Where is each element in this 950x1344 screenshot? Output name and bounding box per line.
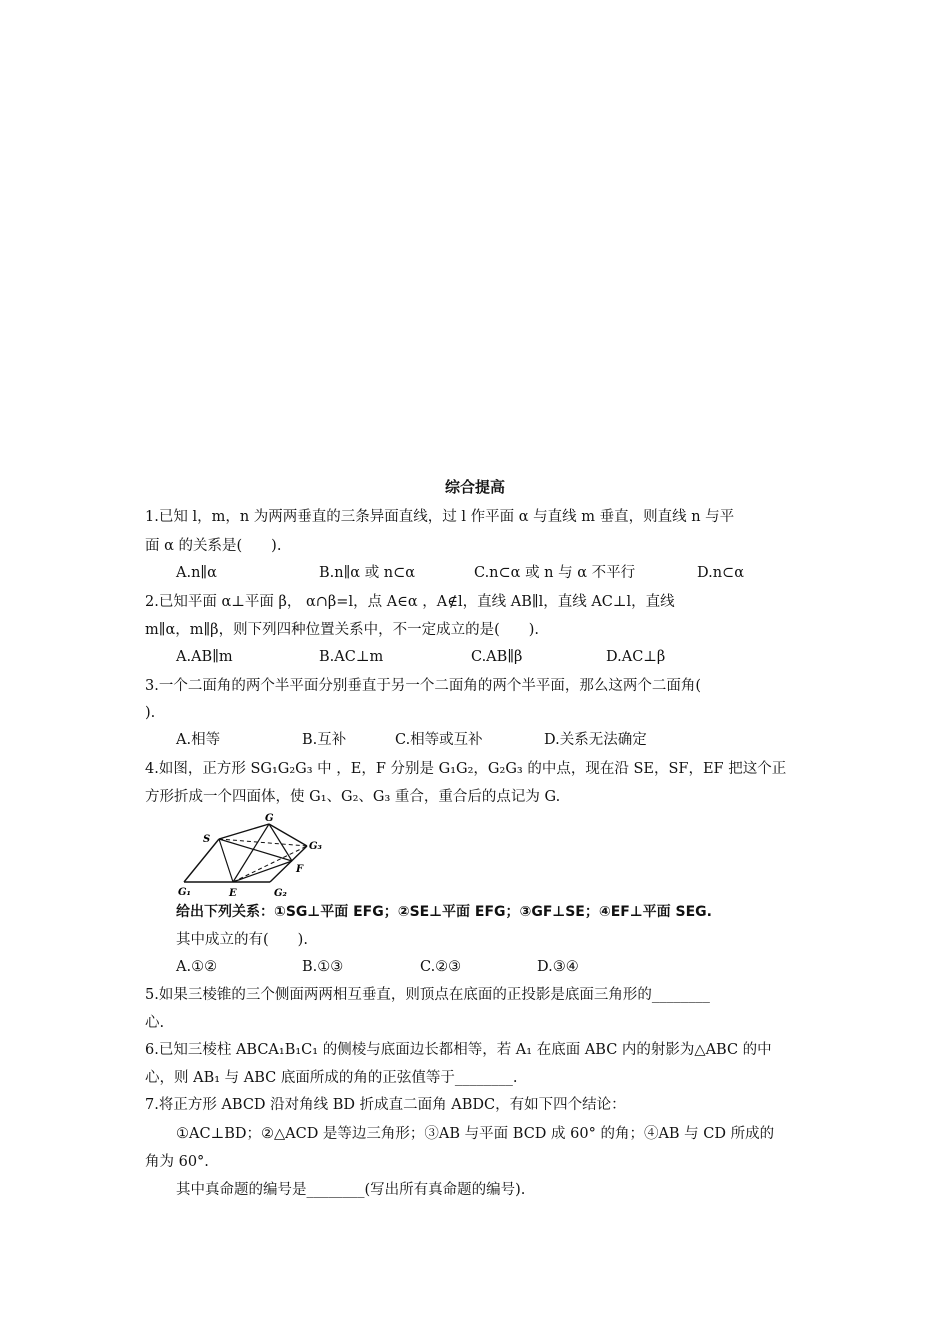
q3-line1: 3.一个二面角的两个半平面分别垂直于另一个二面角的两个半平面，那么这两个二面角( (145, 678, 701, 694)
section-title: 综合提高 (444, 478, 505, 496)
q4-line2: 方形折成一个四面体，使 G₁、G₂、G₃ 重合，重合后的点记为 G. (145, 789, 561, 805)
q1-option-d: D.n⊂α (697, 565, 744, 581)
q4-relations: 给出下列关系：①SG⊥平面 EFG；②SE⊥平面 EFG；③GF⊥SE；④EF⊥平面 SEG. (176, 904, 712, 920)
q3-option-c: C.相等或互补 (395, 732, 483, 748)
q2-option-b: B.AC⊥m (319, 649, 384, 665)
q2-option-c: C.AB∥β (471, 649, 523, 665)
folded-square-figure (170, 812, 335, 902)
q2-option-a: A.AB∥m (176, 649, 233, 665)
label-e: E (229, 888, 237, 899)
q4-ask: 其中成立的有( ). (176, 932, 308, 948)
q3-option-a: A.相等 (176, 732, 221, 748)
label-g: G (265, 813, 274, 824)
q4-option-a: A.①② (176, 959, 218, 975)
label-s: S (203, 834, 211, 845)
q6-line2: 心，则 AB₁ 与 ABC 底面所成的角的正弦值等于________. (145, 1070, 518, 1086)
q2-option-d: D.AC⊥β (606, 649, 666, 665)
q1-option-c: C.n⊂α 或 n 与 α 不平行 (474, 565, 636, 581)
q7-line2: ①AC⊥BD；②△ACD 是等边三角形；③AB 与平面 BCD 成 60° 的角；④AB 与 CD 所成的 (176, 1126, 775, 1142)
q1-line1: 1.已知 l，m，n 为两两垂直的三条异面直线，过 l 作平面 α 与直线 m 垂直，则直线 n 与平 (145, 509, 735, 525)
label-f: F (296, 864, 304, 875)
q3-option-d: D.关系无法确定 (544, 732, 647, 748)
q4-option-c: C.②③ (420, 959, 462, 975)
q4-option-b: B.①③ (302, 959, 344, 975)
label-g3: G₃ (309, 841, 322, 852)
q2-line2: m∥α，m∥β，则下列四种位置关系中，不一定成立的是( ). (145, 622, 539, 638)
label-g1: G₁ (178, 887, 191, 898)
q1-line2: 面 α 的关系是( ). (145, 538, 282, 554)
q1-option-a: A.n∥α (176, 565, 217, 581)
q5-line1: 5.如果三棱锥的三个侧面两两相互垂直，则顶点在底面的正投影是底面三角形的________ (145, 987, 710, 1003)
label-g2: G₂ (274, 888, 287, 899)
q5-line2: 心. (145, 1015, 165, 1031)
q1-option-b: B.n∥α 或 n⊂α (319, 565, 416, 581)
q7-line1: 7.将正方形 ABCD 沿对角线 BD 折成直二面角 ABDC，有如下四个结论： (145, 1097, 626, 1113)
q3-line2: ). (145, 705, 156, 721)
q6-line1: 6.已知三棱柱 ABCA₁B₁C₁ 的侧棱与底面边长都相等，若 A₁ 在底面 ABC 内的射影为△ABC 的中 (145, 1042, 772, 1058)
q7-line3: 角为 60°. (145, 1154, 209, 1170)
q4-line1: 4.如图，正方形 SG₁G₂G₃ 中 ，E，F 分别是 G₁G₂，G₂G₃ 的中点，现在沿 SE，SF，EF 把这个正 (145, 761, 787, 777)
q4-option-d: D.③④ (537, 959, 579, 975)
q2-line1: 2.已知平面 α⊥平面 β， α∩β=l，点 A∈α ，A∉l，直线 AB∥l，直线 AC⊥l，直线 (145, 594, 675, 610)
q7-line4: 其中真命题的编号是________(写出所有真命题的编号). (176, 1182, 526, 1198)
q3-option-b: B.互补 (302, 732, 347, 748)
